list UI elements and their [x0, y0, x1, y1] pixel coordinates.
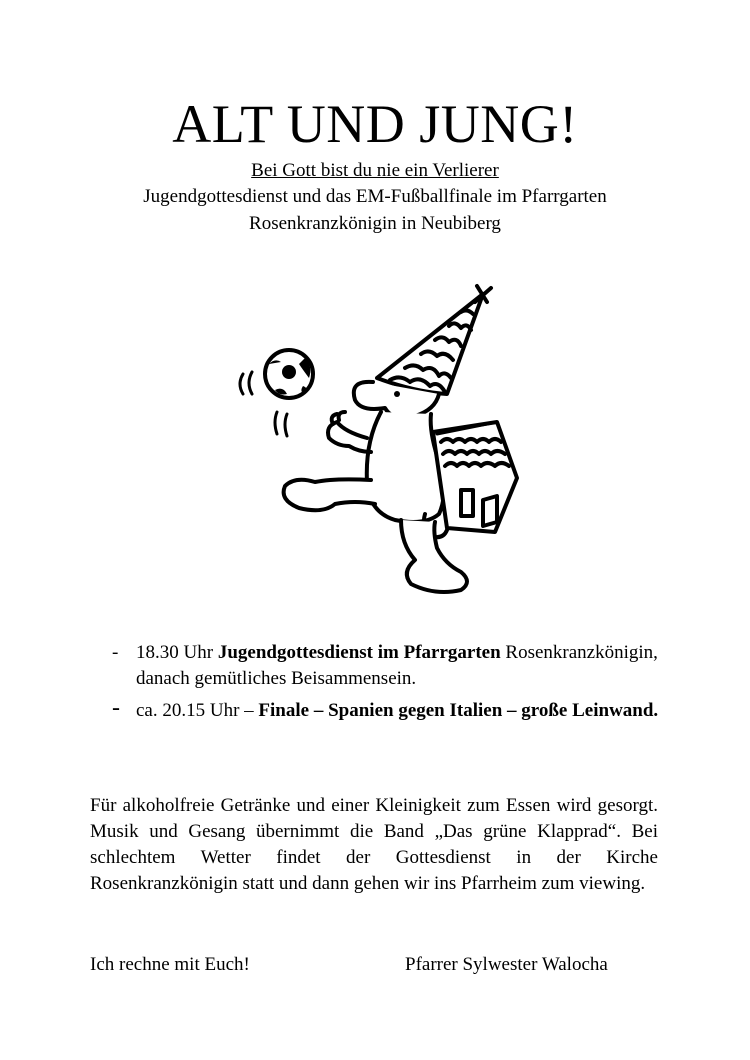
mascot-kicking-leg: [284, 479, 375, 510]
schedule-list: [112, 640, 672, 730]
item-time: 18.30 Uhr: [136, 642, 214, 663]
event-description: Jugendgottesdienst und das EM-Fußballfinale im Pfarrgarten: [143, 186, 607, 207]
soccer-ball-icon: [265, 350, 313, 398]
item-event: Finale – Spanien gegen Italien – große Leinwand.: [258, 700, 659, 721]
page-title: ALT UND JUNG!: [172, 94, 578, 154]
item-time: ca. 20.15 Uhr –: [136, 700, 254, 721]
church-building-icon: [433, 422, 517, 532]
motion-lines-icon: [240, 372, 287, 436]
list-dash: -: [112, 695, 120, 721]
list-item: [112, 640, 672, 692]
signature: Pfarrer Sylwester Walocha: [405, 954, 608, 975]
closing-greeting: Ich rechne mit Euch!: [90, 954, 250, 975]
event-location: Rosenkranzkönigin in Neubiberg: [249, 213, 501, 234]
church-mascot-kicking-ball-illustration: [225, 282, 525, 612]
list-item: [112, 695, 672, 724]
mascot-body: [367, 412, 444, 522]
steeple-hat-icon: [377, 286, 491, 394]
subtitle: Bei Gott bist du nie ein Verlierer: [251, 160, 499, 181]
list-dash: -: [112, 642, 119, 663]
item-detail: Rosenkranzkönigin, danach gemütliches Beisammensein.: [136, 642, 658, 689]
info-paragraph: Für alkoholfreie Getränke und einer Kleinigkeit zum Essen wird gesorgt. Musik und Gesang übernimmt die Band „Das grüne Klapprad“. Bei schlechtem Wetter findet der Gottesdienst in der Kirche Rosenkranzkönigin statt und dann gehen wir ins Pfarrheim zum viewing.: [90, 795, 658, 894]
item-event: Jugendgottesdienst im Pfarrgarten: [217, 642, 501, 663]
mascot-arm: [328, 422, 371, 452]
